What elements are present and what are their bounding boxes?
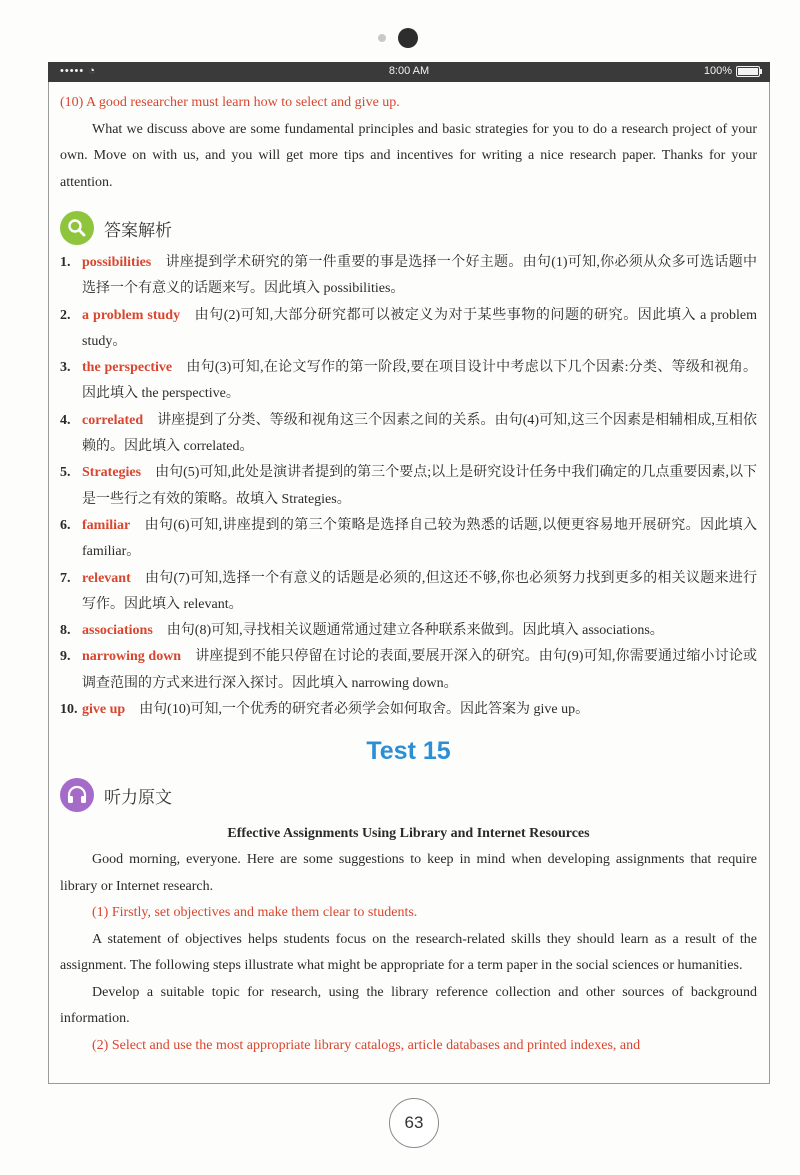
answer-key: give up xyxy=(82,702,126,718)
transcript-point-2: (2) Select and use the most appropriate library catalogs, article databases and printed indexes, and xyxy=(92,1037,641,1053)
answer-explanation: 由句(8)可知,寻找相关议题通常通过建立各种联系来做到。因此填入 associations。 xyxy=(166,623,664,639)
answer-item xyxy=(60,408,757,461)
transcript-paragraph: A statement of objectives helps students focus on the research-related skills they should learn as a result of the assignment. The following steps illustrate what might be appropriate for a term paper in the social sciences or humanities. xyxy=(60,931,757,974)
answer-key: possibilities xyxy=(82,255,152,270)
status-bar xyxy=(48,62,770,82)
answer-item xyxy=(60,355,757,408)
listening-section-title: 听力原文 xyxy=(104,787,172,808)
transcript-paragraph: Good morning, everyone. Here are some suggestions to keep in mind when developing assignments that require library or Internet research. xyxy=(60,852,757,894)
answer-number: 10. xyxy=(60,702,78,718)
listening-section-header xyxy=(60,775,757,815)
answer-number: 7. xyxy=(60,570,71,586)
answer-item xyxy=(60,460,757,513)
answer-number: 3. xyxy=(60,360,71,376)
answer-item xyxy=(60,618,757,644)
transcript-paragraph: Develop a suitable topic for research, using the library reference collection and other sources of background information. xyxy=(60,984,757,1027)
answer-key: associations xyxy=(82,623,153,639)
answer-explanation: 由句(10)可知,一个优秀的研究者必须学会如何取舍。因此答案为 give up。 xyxy=(139,702,590,718)
answer-key: relevant xyxy=(82,570,131,586)
answer-number: 4. xyxy=(60,412,71,428)
answer-section-header xyxy=(60,208,757,248)
answer-key: a problem study xyxy=(82,307,181,323)
answer-item xyxy=(60,697,757,723)
page-content xyxy=(48,82,770,1084)
answer-key: familiar xyxy=(82,517,131,533)
answer-explanation: 由句(2)可知,大部分研究都可以被定义为对于某些事物的问题的研究。因此填入 a problem study。 xyxy=(82,307,757,349)
answer-explanation: 由句(6)可知,讲座提到的第三个策略是选择自己较为熟悉的话题,以便更容易地开展研究。因此填入 familiar。 xyxy=(82,517,757,560)
answer-explanation: 讲座提到不能只停留在讨论的表面,要展开深入的研究。由句(9)可知,你需要通过缩小讨论或调查范围的方式来进行深入探讨。因此填入 narrowing down。 xyxy=(82,649,757,691)
answer-key: correlated xyxy=(82,412,144,428)
article-title: Effective Assignments Using Library and Internet Resources xyxy=(227,826,590,842)
transcript-point-1: (1) Firstly, set objectives and make them clear to students. xyxy=(92,905,418,921)
battery-icon xyxy=(736,66,760,77)
page-number: 63 xyxy=(389,1098,439,1148)
wifi-icon: ◔ xyxy=(88,65,96,77)
camera-lens xyxy=(398,28,418,48)
intro-paragraph: What we discuss above are some fundamental principles and basic strategies for you to do a research project of your own. Move on with us, and you will get more tips and incentives for writing a nice research paper. Thanks for your attention. xyxy=(60,121,757,190)
answer-number: 5. xyxy=(60,465,71,481)
magnifier-icon xyxy=(60,211,94,245)
answer-explanation: 由句(5)可知,此处是演讲者提到的第三个要点;以上是研究设计任务中我们确定的几点重要因素,以下是一些行之有效的策略。故填入 Strategies。 xyxy=(82,465,757,507)
answer-section-title: 答案解析 xyxy=(104,220,172,241)
answer-item xyxy=(60,644,757,697)
answer-item xyxy=(60,566,757,619)
answer-item xyxy=(60,303,757,356)
sensor-dot xyxy=(378,34,386,42)
status-time: 8:00 AM xyxy=(388,65,430,77)
answer-key: the perspective xyxy=(82,360,173,376)
answer-key: narrowing down xyxy=(82,649,182,665)
answer-number: 9. xyxy=(60,649,71,665)
answer-list xyxy=(60,250,757,723)
answer-key: Strategies xyxy=(82,465,142,481)
headphones-icon xyxy=(60,778,94,812)
answer-item xyxy=(60,250,757,303)
intro-point-10: (10) A good researcher must learn how to select and give up. xyxy=(60,95,400,110)
answer-explanation: 讲座提到学术研究的第一件重要的事是选择一个好主题。由句(1)可知,你必须从众多可选话题中选择一个有意义的话题来写。因此填入 possibilities。 xyxy=(82,255,757,297)
answer-explanation: 由句(3)可知,在论文写作的第一阶段,要在项目设计中考虑以下几个因素:分类、等级和视角。因此填入 the perspective。 xyxy=(82,360,757,402)
answer-number: 1. xyxy=(60,255,71,270)
battery-percent: 100% xyxy=(703,65,732,77)
answer-explanation: 由句(7)可知,选择一个有意义的话题是必须的,但这还不够,你也必须努力找到更多的相关议题来进行写作。因此填入 relevant。 xyxy=(82,570,757,612)
answer-number: 8. xyxy=(60,623,71,639)
battery-status xyxy=(704,65,760,77)
signal-indicator: ••••• ◔ xyxy=(60,65,96,77)
answer-number: 2. xyxy=(60,307,71,323)
test-title: Test 15 xyxy=(366,737,451,766)
answer-number: 6. xyxy=(60,517,71,533)
answer-item xyxy=(60,513,757,566)
answer-explanation: 讲座提到了分类、等级和视角这三个因素之间的关系。由句(4)可知,这三个因素是相辅相成,互相依赖的。因此填入 correlated。 xyxy=(82,412,757,455)
device-camera xyxy=(0,26,800,50)
